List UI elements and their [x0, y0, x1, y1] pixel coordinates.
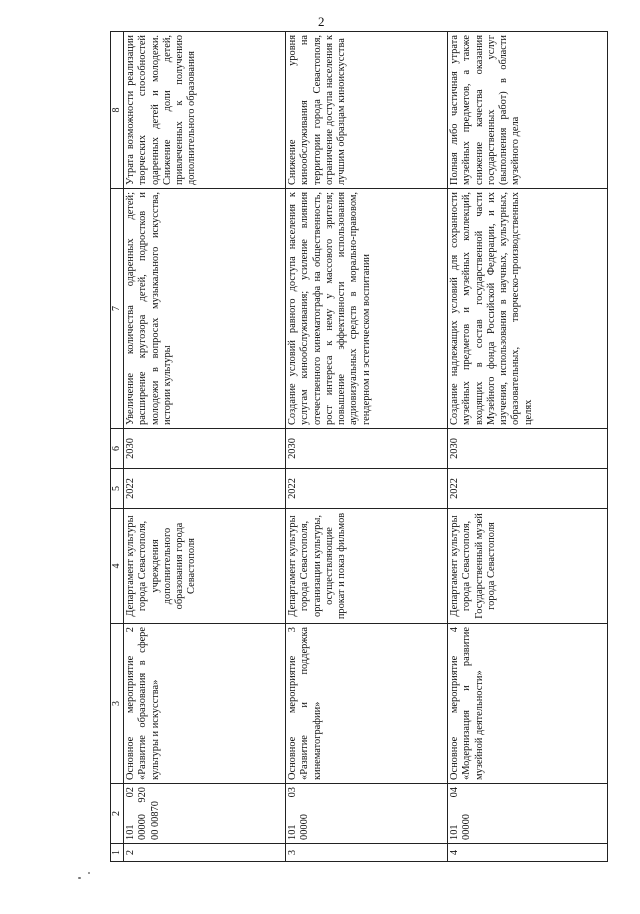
start-year: 2022 [124, 469, 286, 509]
column-header: 7 [111, 189, 124, 429]
column-header: 8 [111, 32, 124, 189]
row-number: 2 [124, 844, 286, 862]
column-header: 5 [111, 469, 124, 509]
event-name: Основное мероприятие 3 «Развитие и поддержка кинематографии» [286, 624, 448, 784]
measures-table [110, 31, 608, 862]
expected-result: Создание условий равного доступа населения к услугам кинообслуживания; усиление влияния отечественного кинематографа на общественность, рост интереса к нему у массового зрителя; повышение эффективности использования аудиовизуальных средств в морально-правовом, гендерном и эстетическом воспитании [286, 189, 448, 429]
scan-speck [78, 877, 81, 879]
end-year: 2030 [286, 429, 448, 469]
row-number: 4 [448, 844, 608, 862]
budget-code: 101 03 00000 [286, 784, 448, 844]
end-year: 2030 [124, 429, 286, 469]
expected-result: Создание надлежащих условий для сохранности музейных предметов и музейных коллекций, входящих в состав государственной части Музейного фонда Российской Федерации, и их изучения, использования в научных, культурных, образовательных, творческо-производственных целях [448, 189, 608, 429]
table-row [286, 32, 448, 862]
end-year: 2030 [448, 429, 608, 469]
consequence: Утрата возможности реализации творческих способностей одаренных детей и молодежи. Снижение доли детей, привлеченных к получению дополнительного образования [124, 32, 286, 189]
start-year: 2022 [286, 469, 448, 509]
table-row [124, 32, 286, 862]
column-header: 3 [111, 624, 124, 784]
column-header: 6 [111, 429, 124, 469]
start-year: 2022 [448, 469, 608, 509]
event-name: Основное мероприятие 2 «Развитие образования в сфере культуры и искусства» [124, 624, 286, 784]
executor: Департамент культуры города Севастополя, Государственный музей города Севастополя [448, 509, 608, 624]
budget-code: 101 02 00000 920 00 00870 [124, 784, 286, 844]
executor: Департамент культуры города Севастополя, учреждения дополнительного образования города Севастополя [124, 509, 286, 624]
budget-code: 101 04 00000 [448, 784, 608, 844]
row-number: 3 [286, 844, 448, 862]
column-header: 4 [111, 509, 124, 624]
table-row [448, 32, 608, 862]
page-number: 2 [318, 14, 325, 29]
header-row [111, 32, 124, 862]
expected-result: Увеличение количества одаренных детей; расширение кругозора детей, подростков и молодежи в вопросах музыкального искусства, истории культуры [124, 189, 286, 429]
scan-speck [88, 872, 90, 874]
consequence: Снижение уровня кинообслуживания на территории города Севастополя, ограничение доступа населения к лучшим образцам киноискусства [286, 32, 448, 189]
column-header: 1 [111, 844, 124, 862]
consequence: Полная либо частичная утрата музейных предметов, а также снижение качества оказания государственных услуг (выполнения работ) в области музейного дела [448, 32, 608, 189]
executor: Департамент культуры города Севастополя, организации культуры, осуществляющие прокат и показ фильмов [286, 509, 448, 624]
rotated-table-wrapper [110, 32, 606, 862]
event-name: Основное мероприятие 4 «Модернизация и развитие музейной деятельности» [448, 624, 608, 784]
column-header: 2 [111, 784, 124, 844]
